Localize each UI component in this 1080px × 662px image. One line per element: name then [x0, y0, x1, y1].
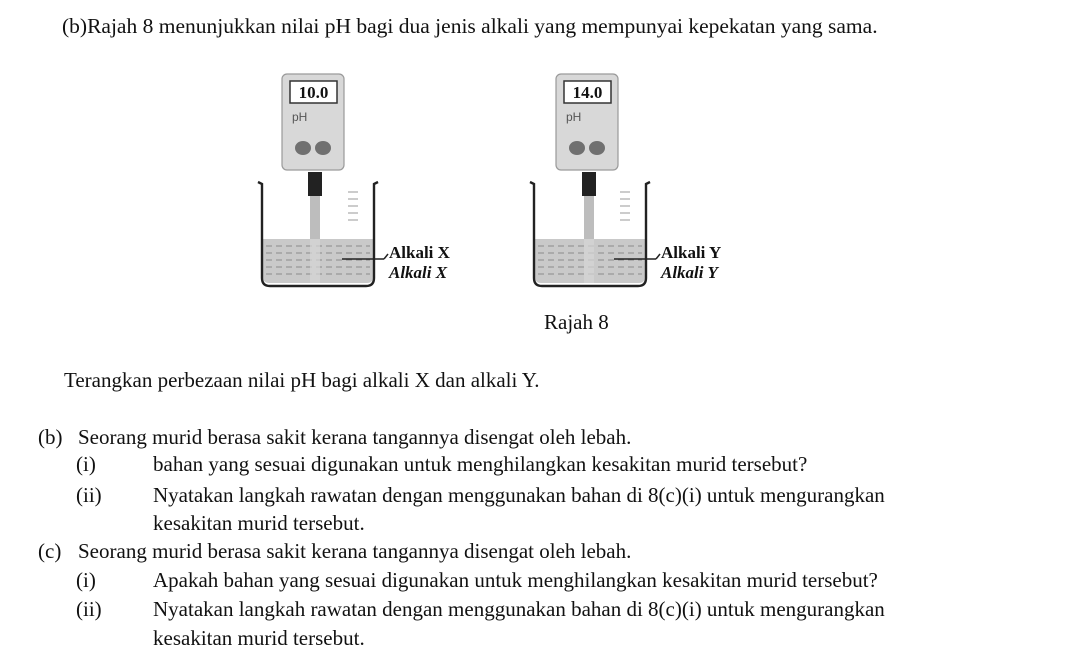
section-c-item-2-text-cont: kesakitan murid tersebut. — [153, 626, 365, 650]
figure-caption: Rajah 8 — [544, 310, 609, 334]
section-b-item-1-num: (i) — [76, 452, 96, 476]
section-b-stem: Seorang murid berasa sakit kerana tangannya disengat oleh lebah. — [78, 425, 632, 449]
section-c-stem: Seorang murid berasa sakit kerana tangannya disengat oleh lebah. — [78, 539, 632, 563]
section-b-item-2-num: (ii) — [76, 483, 102, 507]
section-b-item-2-text: Nyatakan langkah rawatan dengan menggunakan bahan di 8(c)(i) untuk mengurangkan — [153, 483, 885, 507]
ph-meter-right — [556, 74, 618, 170]
ph-unit-left: pH — [292, 110, 308, 124]
section-c-label: (c) — [38, 539, 62, 563]
intro-text: (b)Rajah 8 menunjukkan nilai pH bagi dua jenis alkali yang mempunyai kepekatan yang sama. — [62, 14, 878, 38]
question-text: Terangkan perbezaan nilai pH bagi alkali X dan alkali Y. — [64, 368, 540, 392]
probe-cap-right — [582, 172, 596, 196]
ph-reading-right: 14.0 — [572, 83, 603, 102]
section-b-item-1-text: bahan yang sesuai digunakan untuk menghilangkan kesakitan murid tersebut? — [153, 452, 808, 476]
beaker-left — [258, 172, 388, 286]
ph-reading-left: 10.0 — [298, 83, 329, 102]
section-c-item-1-num: (i) — [76, 568, 96, 592]
knob-icon — [589, 141, 605, 155]
label-alkali-y-italic: Alkali Y — [661, 263, 718, 282]
beaker-right — [530, 172, 660, 286]
label-alkali-x: Alkali X — [389, 243, 450, 262]
knob-icon — [315, 141, 331, 155]
label-alkali-x-italic: Alkali X — [389, 263, 448, 282]
ph-meter-left — [282, 74, 344, 170]
section-c-item-1-text: Apakah bahan yang sesuai digunakan untuk menghilangkan kesakitan murid tersebut? — [153, 568, 878, 592]
section-c-item-2-text: Nyatakan langkah rawatan dengan menggunakan bahan di 8(c)(i) untuk mengurangkan — [153, 597, 885, 621]
knob-icon — [569, 141, 585, 155]
label-alkali-y: Alkali Y — [661, 243, 722, 262]
section-c-item-2-num: (ii) — [76, 597, 102, 621]
knob-icon — [295, 141, 311, 155]
section-b-item-2-text-cont: kesakitan murid tersebut. — [153, 511, 365, 535]
probe-cap-left — [308, 172, 322, 196]
ph-unit-right: pH — [566, 110, 582, 124]
section-b-label: (b) — [38, 425, 63, 449]
